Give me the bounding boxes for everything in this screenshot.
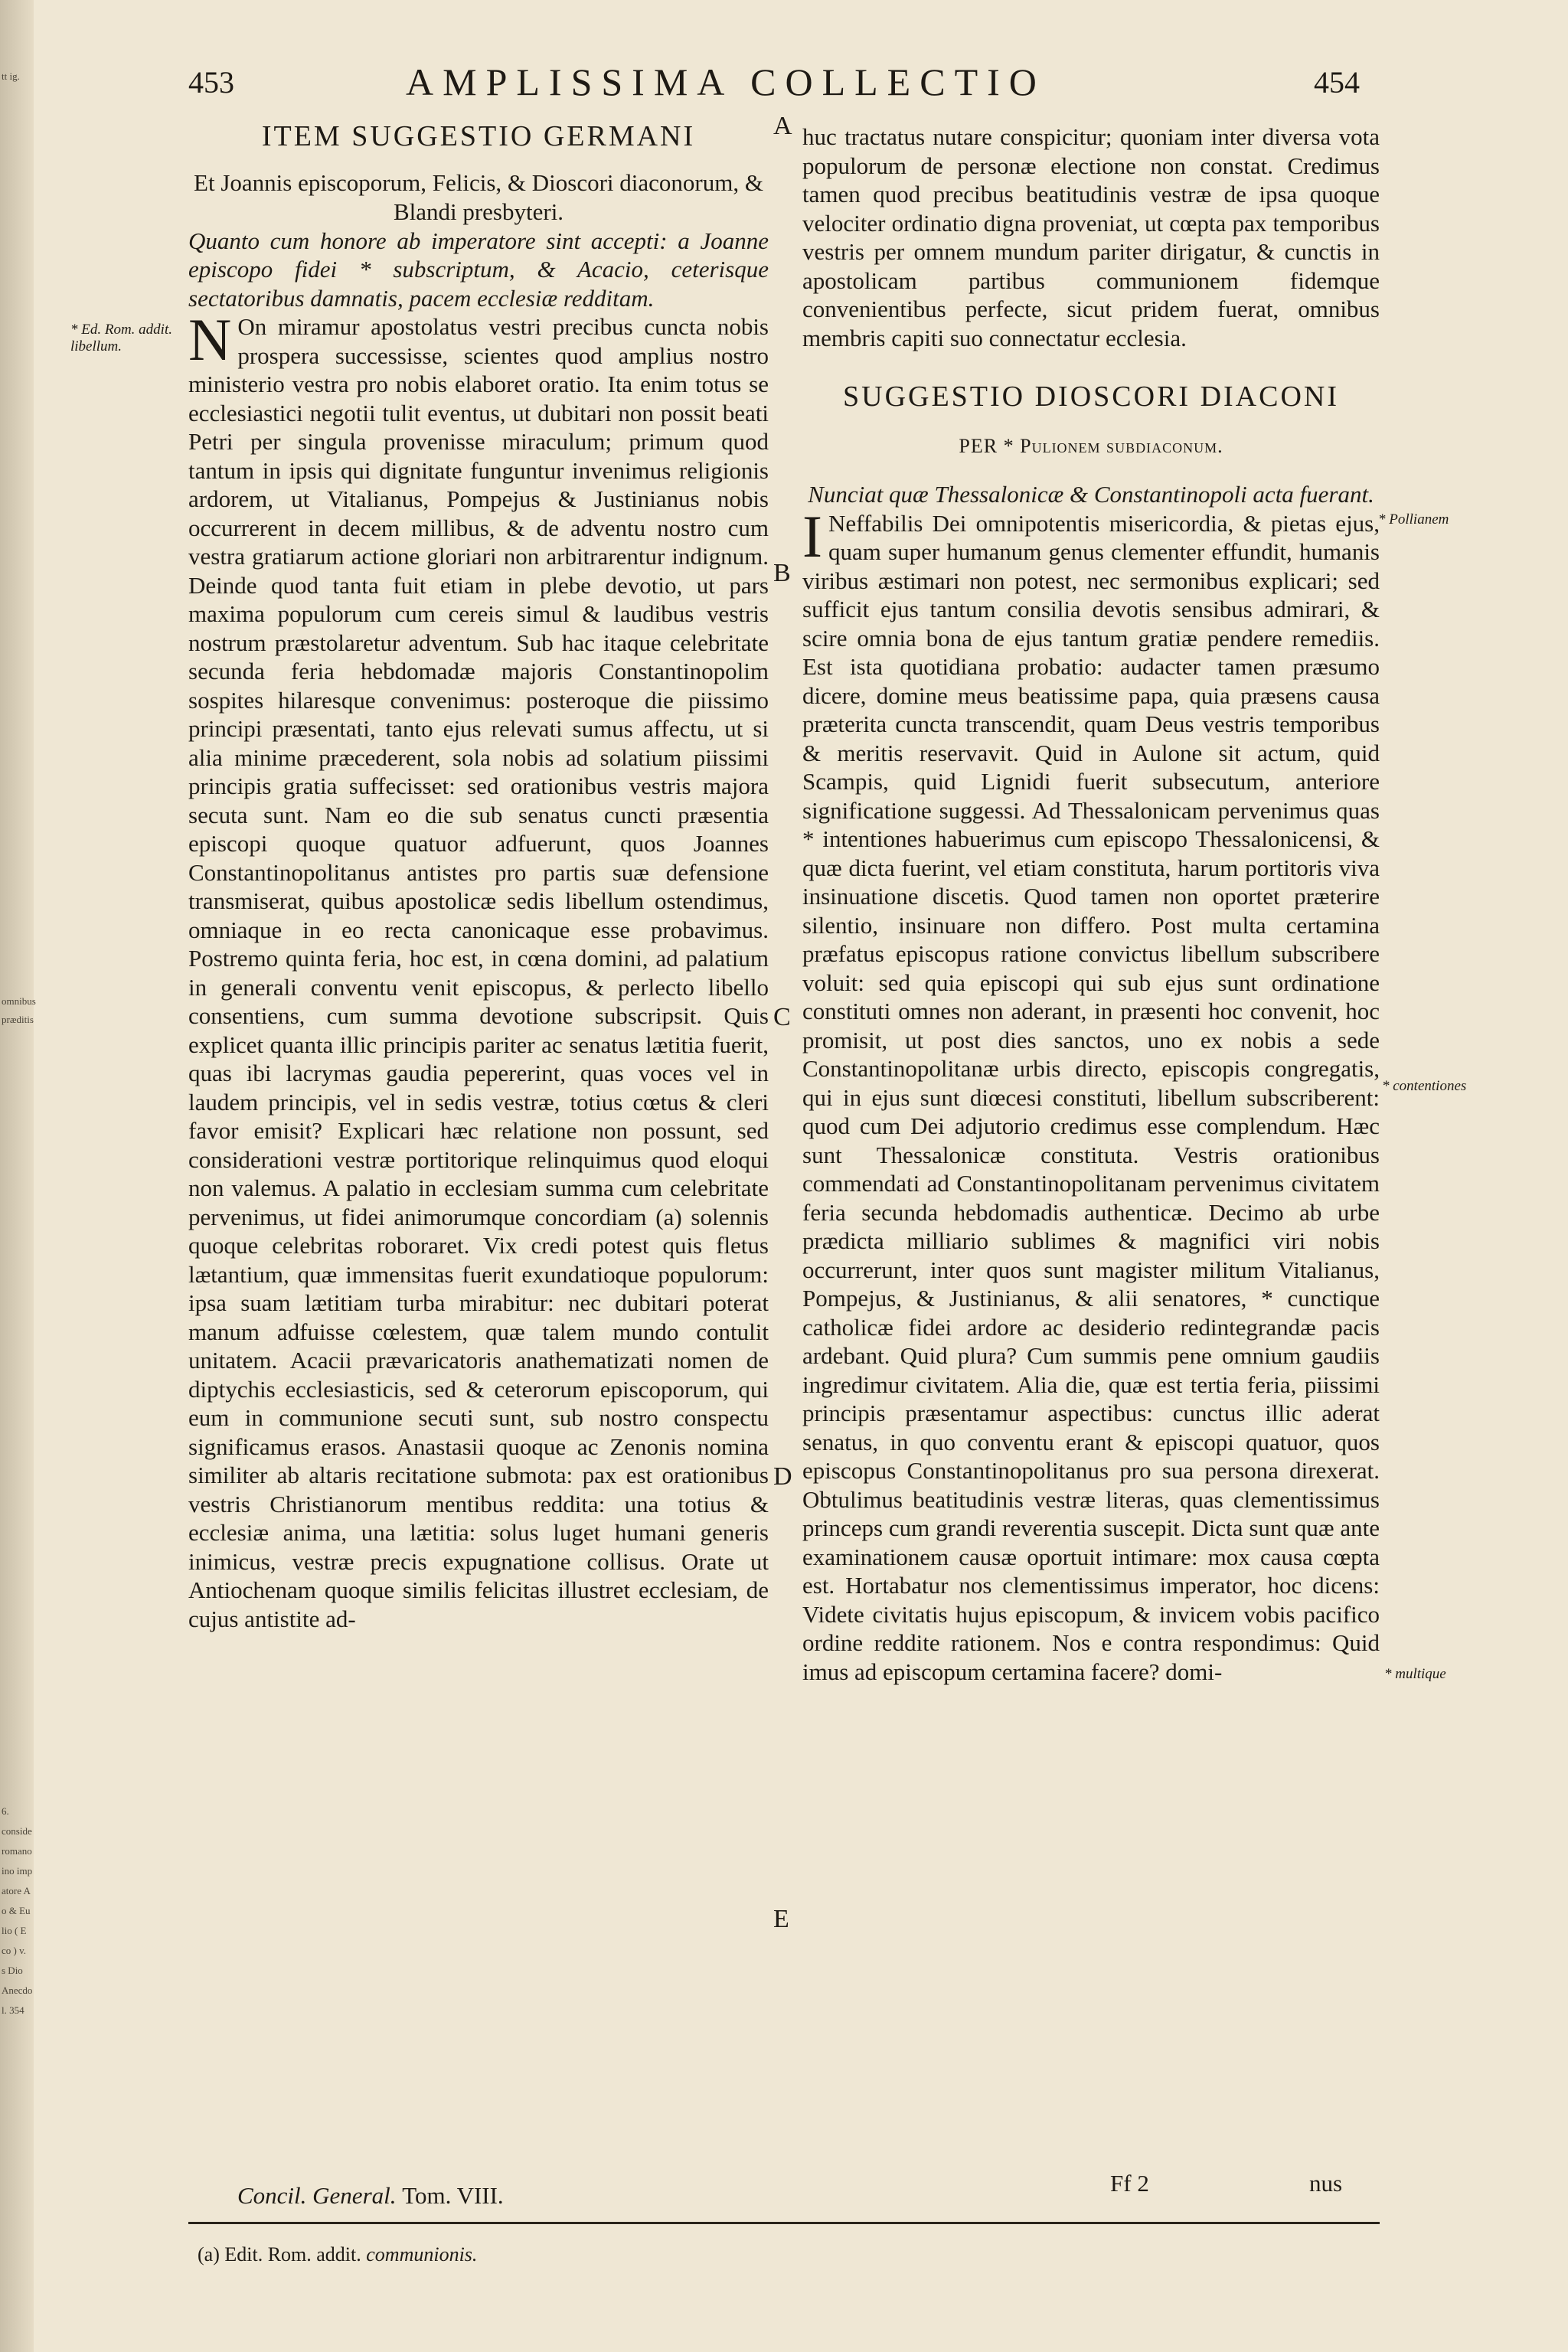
binding-edge <box>0 0 34 2352</box>
page-number-left: 453 <box>188 65 234 100</box>
carrier-line <box>802 432 1380 461</box>
volume-tome: Tom. VIII. <box>402 2182 504 2209</box>
edge-fragment: omnibus <box>2 995 36 1007</box>
continuation-text: huc tractatus nutare conspicitur; quoniam inter diversa vota populorum de personæ electione non constat. Credimus tamen quod precibus beatitudinis vestræ de ipsa quoque velociter ordinatio digna proveniat, ut cœpta pax temporibus vestris per omnem mundum pariter dirigatur, & cunctis in apostolicam partibus communionem fidemque convenientibus perfecte, sicut pridem fuerat, omnibus membris capiti suo connectatur ecclesia. <box>802 123 1380 351</box>
edge-fragment: co ) v. <box>2 1945 27 1956</box>
edge-fragment: s Dio <box>2 1965 23 1976</box>
edge-fragment: l. 354 <box>2 2004 24 2016</box>
page-number-right: 454 <box>1314 65 1360 100</box>
footnote <box>198 2243 477 2266</box>
edge-fragment: ino imp <box>2 1865 33 1877</box>
volume-reference <box>237 2182 504 2210</box>
section-letter: D <box>773 1462 792 1491</box>
running-head <box>0 60 1568 113</box>
edge-fragment: romano <box>2 1845 32 1857</box>
edge-fragment: o & Eu <box>2 1905 31 1916</box>
catchword: nus <box>1309 2170 1343 2197</box>
edge-fragment: 6. <box>2 1805 9 1817</box>
section-letter: C <box>773 1003 791 1031</box>
edge-fragment: conside <box>2 1825 32 1837</box>
margin-note: * Pollianem <box>1378 511 1449 528</box>
signature-mark: Ff 2 <box>1110 2170 1149 2197</box>
left-column <box>188 122 769 1633</box>
body-text: Neffabilis Dei omnipotentis misericordia, & pietas ejus, quam super humanum genus clementer effundit, humanis viribus æstimari non potest, nec sermonibus explicari; sed sufficit ejus tantum consilia devotis sensibus admirari, & scire omnia bona de ejus tantum gratiæ pendere remediis. Est ista quotidiana probatio: audacter tamen præsumo dicere, domine meus beatissime papa, quia præsens causa præterita cuncta transcendit, quam Deus vestris temporibus & meritis reservavit. Quid in Aulone sit actum, quid Scampis, quid Lignidi fuerit subsecutum, anteriore significatione suggessi. Ad Thessalonicam pervenimus quas * intentiones habuerimus cum episcopo Thessalonicensi, & quæ dicta fuerint, vel etiam constituta, harum portitoris viva insinuatione discetis. Quod tamen non oportet præterire silentio, insinuare non differo. Post multa certamina præfatus episcopus ratione convictus libellum subscribere voluit: sed quia episcopi qui sub ejus sunt ordinatione constituti omnes non aderant, in præsenti hoc convenit, hoc promisit, ut post dies sanctos, uno ex nobis a sede Constantinopolitanæ urbis directo, episcopis congregatis, qui in ejus sunt diœcesi constituti, libellum subscriberent: quod cum Dei adjutorio credimus esse complendum. Hæc sunt Thessalonicæ constituta. Vestris orationibus commendati ad Constantinopolitanam pervenimus civitatem feria secunda hebdomadis authenticæ. Decimo ab urbe prædicta milliario sublimes & magnifici viri nobis occurrerunt, inter quos sunt magister militum Vitalianus, Pompejus, & Justinianus, & alii senatores, * cunctique catholicæ fidei ardore ac desiderio redintegrandæ pacis ardebant. Quid plura? Cum summis pene omnium gaudiis ingredimur civitatem. Alia die, quæ est tertia feria, piissimi principis præsentamur aspectibus: cunctus illic aderat senatus, in quo conventu erant & episcopi quatuor, quos episcopus Constantinopolitanus pro sua persona direxerat. Obtulimus beatitudinis vestræ literas, quas clementissimus princeps cum grandi reverentia suscepit. Dicta sunt quæ ante examinationem causæ oportuit intimare: mox causa cœpta est. Hortabatur nos clementissimus imperator, hoc dicens: Videte civitatis hujus episcopum, & invicem vobis pacifico ordine reddite rationem. Nos e contra respondimus: Quid imus ad episcopum certamina facere? domi- <box>802 509 1380 1685</box>
edge-fragment: præditis <box>2 1014 34 1025</box>
dropcap: I <box>802 502 822 570</box>
dropcap: N <box>188 306 232 373</box>
section-summary: Nunciat quæ Thessalonicæ & Constantinopoli acta fuerant. <box>808 481 1374 508</box>
volume-title: Concil. General. <box>237 2182 397 2209</box>
body-text: On miramur apostolatus vestri precibus cuncta nobis prospera successisse, scientes quod amplius nostro ministerio vestra pro nobis elaboret oratio. Ita enim totus se ecclesiastici negotii tulit eventus, ut dubitari non possit beati Petri per singula provenisse miraculum; primum quod tantum in ipsis qui dignitate funguntur invenimus religionis ardorem, ut Vitalianus, Pompejus & Justinianus nobis occurrerent in decem millibus, & de adventu nostro cum vestra gratiarum actione gloriari non arbitrarentur indignum. Deinde quod tanta fuit etiam in plebe devotio, ut pars maxima populorum cum cereis simul & laudibus vestris nostrum præstolaretur adventum. Sub hac itaque celebritate secunda feria hebdomadæ majoris Constantinopolim sospites hilaresque convenimus: posteroque die piissimo principi præsentati, tanto ejus relevati sumus affectu, ut si alia minime præcederent, sola nobis ad solatium piissimi principis gratia suffecisset: sed orationibus vestris majora secuta sunt. Nam eo die sub senatus cuncti præsentia episcopi quoque quatuor adfuerunt, quos Joannes Constantinopolitanus antistes pro partis suæ defensione transmiserat, quibus apostolicæ sedis libellum ostendimus, omniaque in eo recta canonicaque esse probavimus. Postremo quinta feria, hoc est, in cœna domini, ad palatium in generali conventu venit episcopus, & perlecto libello consentiens, cum summa devotione subscripsit. Quis explicet quanta illic principis pariter ac senatus lætitia fuerit, quas ibi lacrymas gaudia pepererint, quas voces vel in laudem principis, vel in sedis vestræ, totius cœtus & cleri favor emisit? Explicari hæc relatione non possunt, sed considerationi vestræ portitorique relinquimus quod eloqui non valemus. A palatio in ecclesiam summa cum celebritate pervenimus, ut fidei animorumque concordiam (a) solennis quoque celebritas roboraret. Vix credi potest quis fletus lætantium, quæ immensitas fuerit exundatioque populorum: ipsa suam lætitiam turba mirabitur: nec dubitari poterat manum adfuisse cœlestem, quæ talem mundo contulit unitatem. Acacii prævaricatoris anathematizati nomen de diptychis ecclesiasticis, sed & ceterorum episcoporum, qui eum in communione secuti sunt, sub nostro conspectu significamus erasos. Anastasii quoque ac Zenonis nomina similiter ab altaris recitatione submota: pax est orationibus vestris Christianorum mentibus reddita: una totius & ecclesiæ anima, una lætitia: solus luget humani generis inimicus, vestræ precis expugnatione collisus. Orate ut Antiochenam quoque similis felicitas illustret ecclesiam, de cujus antistite ad- <box>188 313 769 1632</box>
edge-fragment: tt ig. <box>2 70 20 82</box>
carrier-name: Pulionem subdiaconum. <box>1020 434 1223 457</box>
margin-note: * Ed. Rom. addit. libellum. <box>70 322 172 354</box>
section-body <box>802 502 1380 1687</box>
section-body <box>188 306 769 1633</box>
footnote-text: Edit. Rom. addit. <box>224 2243 361 2265</box>
collection-title: AMPLISSIMA COLLECTIO <box>406 60 1046 103</box>
right-column <box>802 122 1380 1686</box>
edge-fragment: Anecdo <box>2 1984 33 1996</box>
edge-fragment: lio ( E <box>2 1925 27 1936</box>
section-letter: E <box>773 1905 789 1933</box>
carrier-prefix: PER * <box>959 434 1021 457</box>
edge-fragment: atore A <box>2 1885 31 1896</box>
margin-note: * contentiones <box>1382 1078 1467 1094</box>
footnote-rule <box>188 2222 1380 2224</box>
section-letter: A <box>773 112 792 140</box>
footnote-mark: (a) <box>198 2243 220 2265</box>
section-subtitle: Et Joannis episcoporum, Felicis, & Dioscori diaconorum, & Blandi presbyteri. <box>194 168 763 225</box>
section-summary: Quanto cum honore ab imperatore sint accepti: a Joanne episcopo fidei * subscriptum, & Acacio, ceterisque sectatoribus damnatis, pacem ecclesiæ redditam. <box>188 227 769 312</box>
margin-note: * multique <box>1384 1666 1446 1682</box>
footnote-word: communionis. <box>366 2243 478 2265</box>
section-title: SUGGESTIO DIOSCORI DIACONI <box>843 381 1339 413</box>
section-title: ITEM SUGGESTIO GERMANI <box>261 120 696 152</box>
section-letter: B <box>773 559 791 587</box>
